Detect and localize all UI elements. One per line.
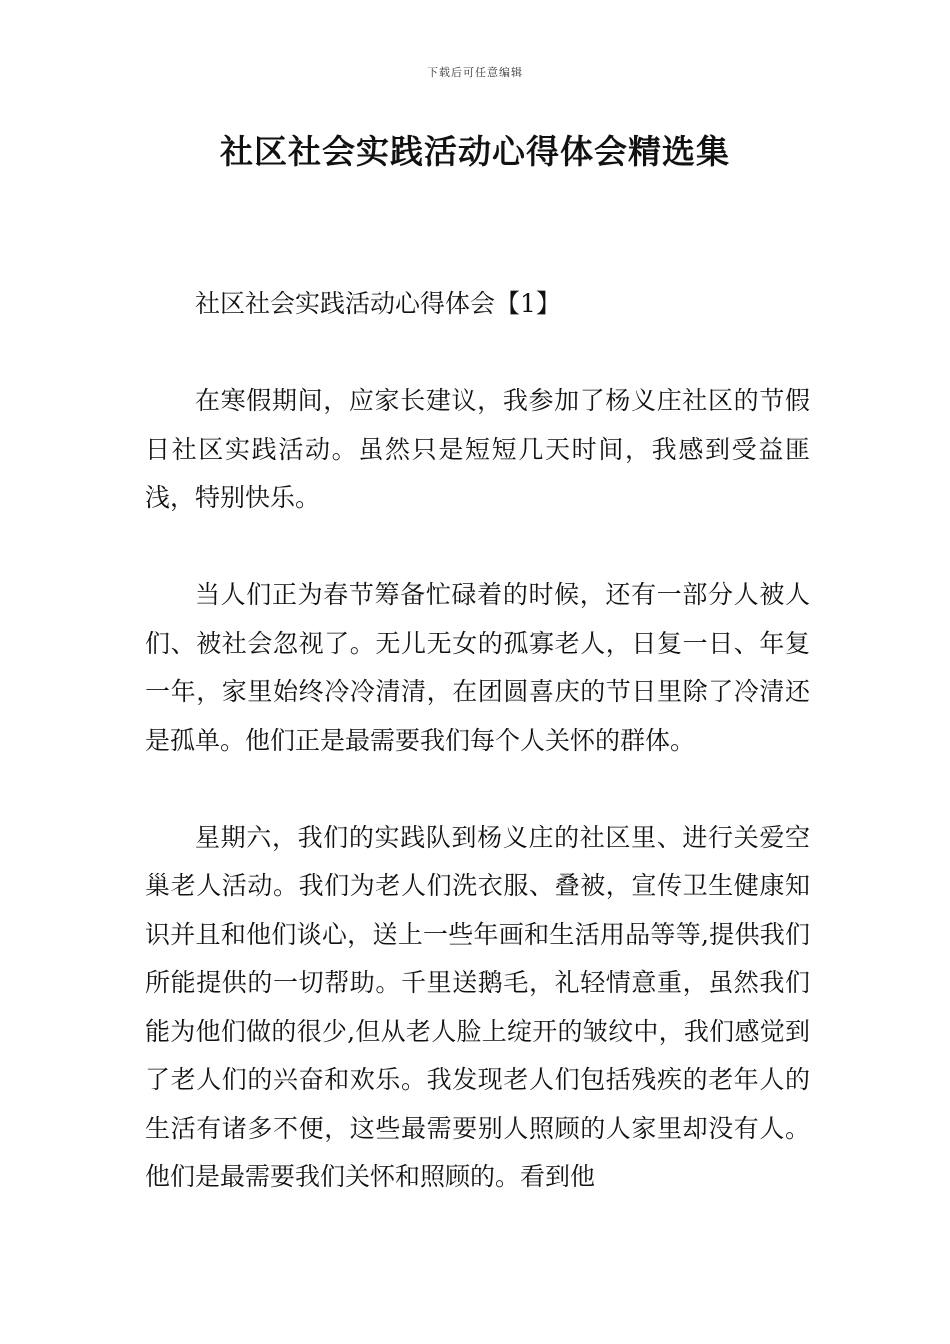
- document-title: 社区社会实践活动心得体会精选集: [220, 132, 730, 171]
- paragraph-spacer: [145, 329, 810, 378]
- document-body: [145, 280, 810, 1202]
- paragraph-spacer: [145, 523, 810, 572]
- section-heading: 社区社会实践活动心得体会【1】: [195, 289, 561, 318]
- paragraph-spacer: [145, 765, 810, 814]
- paragraph-1: 在寒假期间，应家长建议，我参加了杨义庄社区的节假日社区实践活动。虽然只是短短几天时间，我感到受益匪浅，特别快乐。: [145, 386, 810, 512]
- paragraph-3: 星期六，我们的实践队到杨义庄的社区里、进行关爱空巢老人活动。我们为老人们洗衣服、叠被，宣传卫生健康知识并且和他们谈心，送上一些年画和生活用品等等,提供我们所能提供的一切帮助。千里送鹅毛，礼轻情意重，虽然我们能为他们做的很少,但从老人脸上绽开的皱纹中，我们感觉到了老人们的兴奋和欢乐。我发现老人们包括残疾的老年人的生活有诸多不便，这些最需要别人照顾的人家里却没有人。他们是最需要我们关怀和照顾的。看到他: [145, 822, 810, 1191]
- header-note: 下载后可任意编辑: [427, 66, 523, 79]
- paragraph-2: 当人们正为春节筹备忙碌着的时候，还有一部分人被人们、被社会忽视了。无儿无女的孤寡老人，日复一日、年复一年，家里始终冷冷清清，在团圆喜庆的节日里除了冷清还是孤单。他们正是最需要我们每个人关怀的群体。: [145, 580, 810, 755]
